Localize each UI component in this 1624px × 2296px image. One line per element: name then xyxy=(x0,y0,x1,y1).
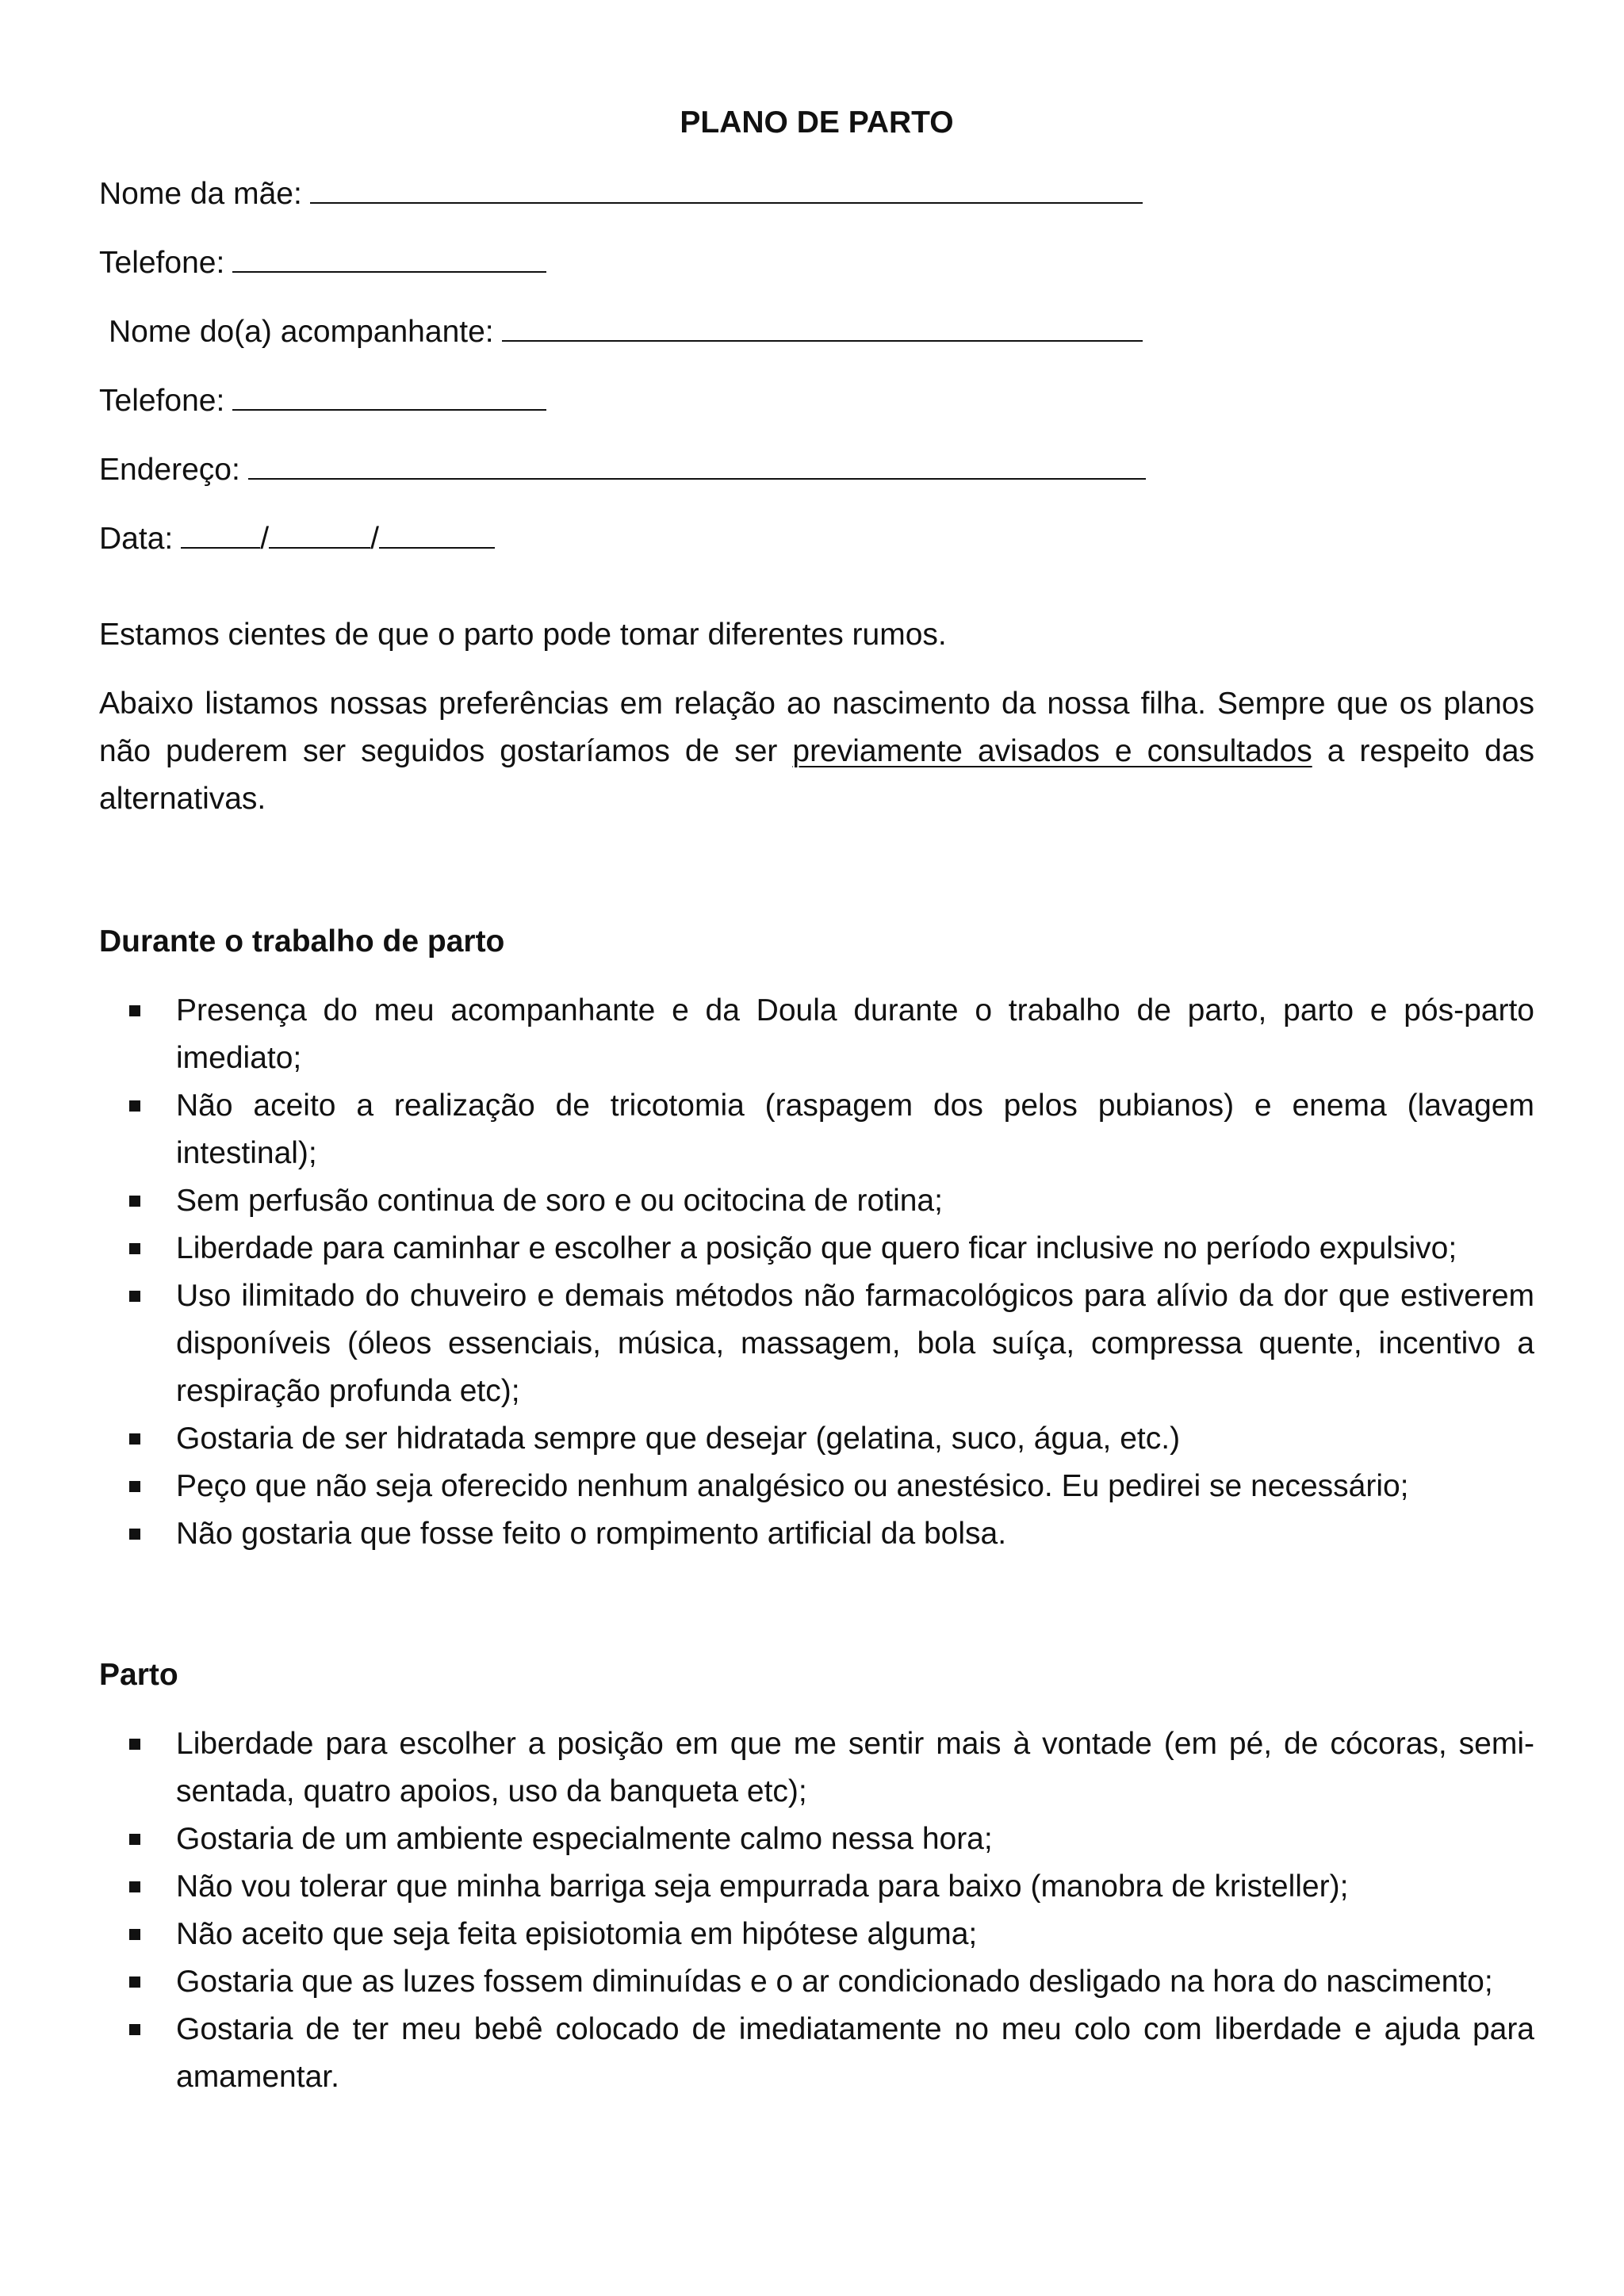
date-day-blank[interactable] xyxy=(181,512,260,549)
list-item xyxy=(99,1082,1534,1177)
list-item-text: Não aceito a realização de tricotomia (raspagem dos pelos pubianos) e enema (lavagem intestinal); xyxy=(176,1089,1534,1170)
document-page xyxy=(99,99,1534,2101)
bullet-square-icon xyxy=(129,1929,140,1940)
bullet-square-icon xyxy=(129,2024,140,2035)
bullet-square-icon xyxy=(129,1243,140,1254)
list-item xyxy=(99,1272,1534,1415)
phone1-label: Telefone: xyxy=(99,246,225,280)
bullet-square-icon xyxy=(129,1100,140,1112)
intro-underlined-text: previamente avisados e consultados xyxy=(792,734,1312,768)
bullet-square-icon xyxy=(129,1976,140,1988)
date-month-blank[interactable] xyxy=(269,512,370,549)
phone2-blank[interactable] xyxy=(232,374,546,411)
delivery-list xyxy=(99,1720,1534,2101)
bullet-square-icon xyxy=(129,1196,140,1207)
list-item-text: Liberdade para escolher a posição em que me sentir mais à vontade (em pé, de cócoras, semi-sentada, quatro apoios, uso da banqueta etc); xyxy=(176,1727,1534,1808)
list-item xyxy=(99,1510,1534,1558)
list-item xyxy=(99,1463,1534,1510)
list-item-text: Não gostaria que fosse feito o rompimento artificial da bolsa. xyxy=(176,1517,1007,1551)
list-item-text: Gostaria de ter meu bebê colocado de imediatamente no meu colo com liberdade e ajuda para amamentar. xyxy=(176,2012,1534,2094)
list-item xyxy=(99,2006,1534,2101)
address-blank[interactable] xyxy=(248,443,1146,480)
document-title: PLANO DE PARTO xyxy=(680,105,954,140)
delivery-section-heading: Parto xyxy=(99,1658,178,1692)
bullet-square-icon xyxy=(129,1005,140,1016)
list-item xyxy=(99,987,1534,1082)
mother-name-field xyxy=(99,167,1534,215)
date-separator: / xyxy=(260,522,270,556)
list-item xyxy=(99,1177,1534,1225)
address-field xyxy=(99,443,1534,491)
list-item-text: Presença do meu acompanhante e da Doula durante o trabalho de parto, parto e pós-parto imediato; xyxy=(176,993,1534,1075)
companion-blank[interactable] xyxy=(502,305,1143,342)
list-item-text: Uso ilimitado do chuveiro e demais métodos não farmacológicos para alívio da dor que estiverem disponíveis (óleos essenciais, música, massagem, bola suíça, compressa quente, incentivo a respiração profunda etc); xyxy=(176,1279,1534,1408)
list-item-text: Liberdade para caminhar e escolher a posição que quero ficar inclusive no período expulsivo; xyxy=(176,1231,1457,1265)
list-item-text: Peço que não seja oferecido nenhum analgésico ou anestésico. Eu pedirei se necessário; xyxy=(176,1469,1409,1503)
list-item xyxy=(99,1816,1534,1863)
mother-name-blank[interactable] xyxy=(310,167,1143,204)
list-item xyxy=(99,1415,1534,1463)
list-item xyxy=(99,1863,1534,1911)
intro-line: Estamos cientes de que o parto pode tomar diferentes rumos. xyxy=(99,618,947,652)
address-label: Endereço: xyxy=(99,453,240,487)
bullet-square-icon xyxy=(129,1481,140,1492)
phone2-label: Telefone: xyxy=(99,384,225,418)
intro-text-end: a respeito das alternativas. xyxy=(99,734,1535,816)
phone1-blank[interactable] xyxy=(232,236,546,273)
intro-text-start: Abaixo listamos nossas preferências em relação ao nascimento da nossa filha. Sempre que os planos não puderem ser seguidos gostaríamos de ser xyxy=(99,687,1534,768)
list-item-text: Sem perfusão continua de soro e ou ocitocina de rotina; xyxy=(176,1184,943,1218)
mother-name-label: Nome da mãe: xyxy=(99,177,302,211)
bullet-square-icon xyxy=(129,1739,140,1750)
bullet-square-icon xyxy=(129,1433,140,1445)
list-item xyxy=(99,1958,1534,2006)
bullet-square-icon xyxy=(129,1881,140,1892)
list-item-text: Não aceito que seja feita episiotomia em hipótese alguma; xyxy=(176,1917,978,1951)
companion-label: Nome do(a) acompanhante: xyxy=(109,315,494,349)
intro-paragraph xyxy=(99,680,1534,823)
date-year-blank[interactable] xyxy=(379,512,495,549)
date-label: Data: xyxy=(99,522,174,556)
date-field xyxy=(99,512,1534,560)
companion-field xyxy=(99,305,1534,353)
bullet-square-icon xyxy=(129,1529,140,1540)
list-item-text: Gostaria que as luzes fossem diminuídas e o ar condicionado desligado na hora do nascimento; xyxy=(176,1965,1493,1999)
labor-section-heading: Durante o trabalho de parto xyxy=(99,924,505,959)
list-item-text: Gostaria de ser hidratada sempre que desejar (gelatina, suco, água, etc.) xyxy=(176,1422,1181,1456)
phone1-field xyxy=(99,236,1534,284)
list-item xyxy=(99,1720,1534,1816)
date-separator: / xyxy=(370,522,379,556)
bullet-square-icon xyxy=(129,1291,140,1302)
list-item xyxy=(99,1911,1534,1958)
phone2-field xyxy=(99,374,1534,422)
list-item-text: Não vou tolerar que minha barriga seja empurrada para baixo (manobra de kristeller); xyxy=(176,1869,1349,1904)
list-item-text: Gostaria de um ambiente especialmente calmo nessa hora; xyxy=(176,1822,993,1856)
list-item xyxy=(99,1225,1534,1272)
bullet-square-icon xyxy=(129,1834,140,1845)
labor-list xyxy=(99,987,1534,1558)
